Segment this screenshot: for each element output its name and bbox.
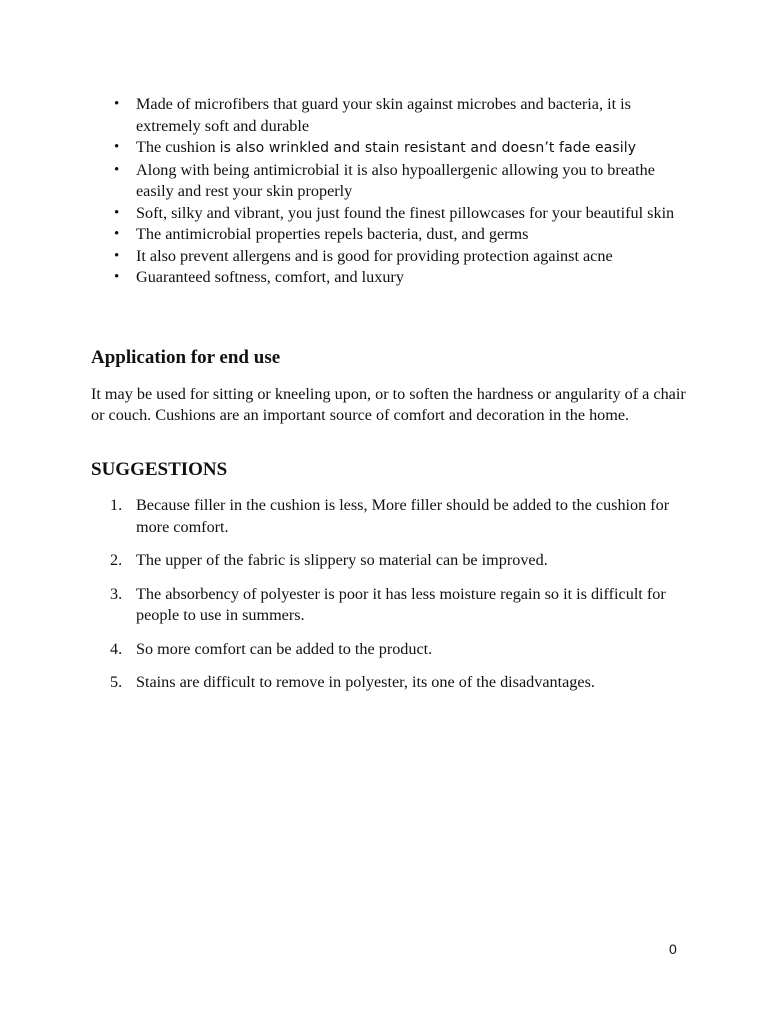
bullet-text: The cushion — [136, 138, 220, 156]
bullet-dot-icon: • — [114, 96, 120, 112]
bullet-item — [114, 224, 696, 246]
bullet-text: Made of microfibers that guard your skin against microbes and bacteria, it is extremely soft and durable — [136, 95, 631, 135]
suggestion-text: So more comfort can be added to the product. — [136, 639, 433, 658]
page-number: 0 — [669, 941, 677, 957]
bullet-dot-icon: • — [114, 269, 120, 285]
suggestion-item — [110, 672, 676, 694]
suggestion-item — [110, 584, 676, 627]
bullet-item — [114, 246, 696, 268]
suggestion-number: 5. — [110, 673, 123, 691]
bullet-text: It also prevent allergens and is good for providing protection against acne — [136, 246, 613, 265]
bullet-item — [114, 267, 696, 289]
suggestion-text: The upper of the fabric is slippery so material can be improved. — [136, 551, 548, 569]
suggestion-number: 1. — [110, 496, 123, 514]
bullet-item — [114, 94, 696, 137]
bullet-item — [114, 137, 696, 160]
application-paragraph: It may be used for sitting or kneeling upon, or to soften the hardness or angularity of a chair or couch. Cushions are an important source of comfort and decoration in the home. — [91, 385, 686, 424]
suggestion-number: 3. — [110, 584, 123, 603]
suggestion-item — [110, 495, 676, 538]
bullet-dot-icon: • — [114, 161, 120, 178]
application-heading: Application for end use — [91, 347, 281, 368]
bullet-item — [114, 160, 696, 203]
suggestion-item — [110, 550, 676, 572]
suggestion-text: Because filler in the cushion is less, More filler should be added to the cushion for more comfort. — [136, 496, 670, 536]
suggestions-list — [110, 495, 676, 706]
bullet-text: The antimicrobial properties repels bacteria, dust, and germs — [136, 225, 529, 243]
suggestion-item — [110, 639, 676, 661]
bullet-dot-icon: • — [114, 204, 120, 221]
bullet-text: Guaranteed softness, comfort, and luxury — [136, 268, 404, 286]
feature-bullet-list — [114, 94, 696, 289]
bullet-item — [114, 203, 696, 225]
bullet-text: Along with being antimicrobial it is also hypoallergenic allowing you to breathe easily and rest your skin properly — [136, 160, 655, 200]
suggestion-number: 4. — [110, 639, 123, 658]
suggestion-text: The absorbency of polyester is poor it has less moisture regain so it is difficult for people to use in summers. — [136, 584, 666, 624]
suggestions-heading: SUGGESTIONS — [91, 459, 228, 480]
bullet-dot-icon: • — [114, 247, 120, 264]
suggestion-text: Stains are difficult to remove in polyester, its one of the disadvantages. — [136, 673, 595, 691]
bullet-dot-icon: • — [114, 139, 120, 155]
suggestion-number: 2. — [110, 551, 123, 569]
bullet-text-alt-font: is also wrinkled and stain resistant and doesn’t fade easily — [219, 140, 637, 156]
bullet-text: Soft, silky and vibrant, you just found the finest pillowcases for your beautiful skin — [136, 203, 675, 222]
bullet-dot-icon: • — [114, 226, 120, 242]
